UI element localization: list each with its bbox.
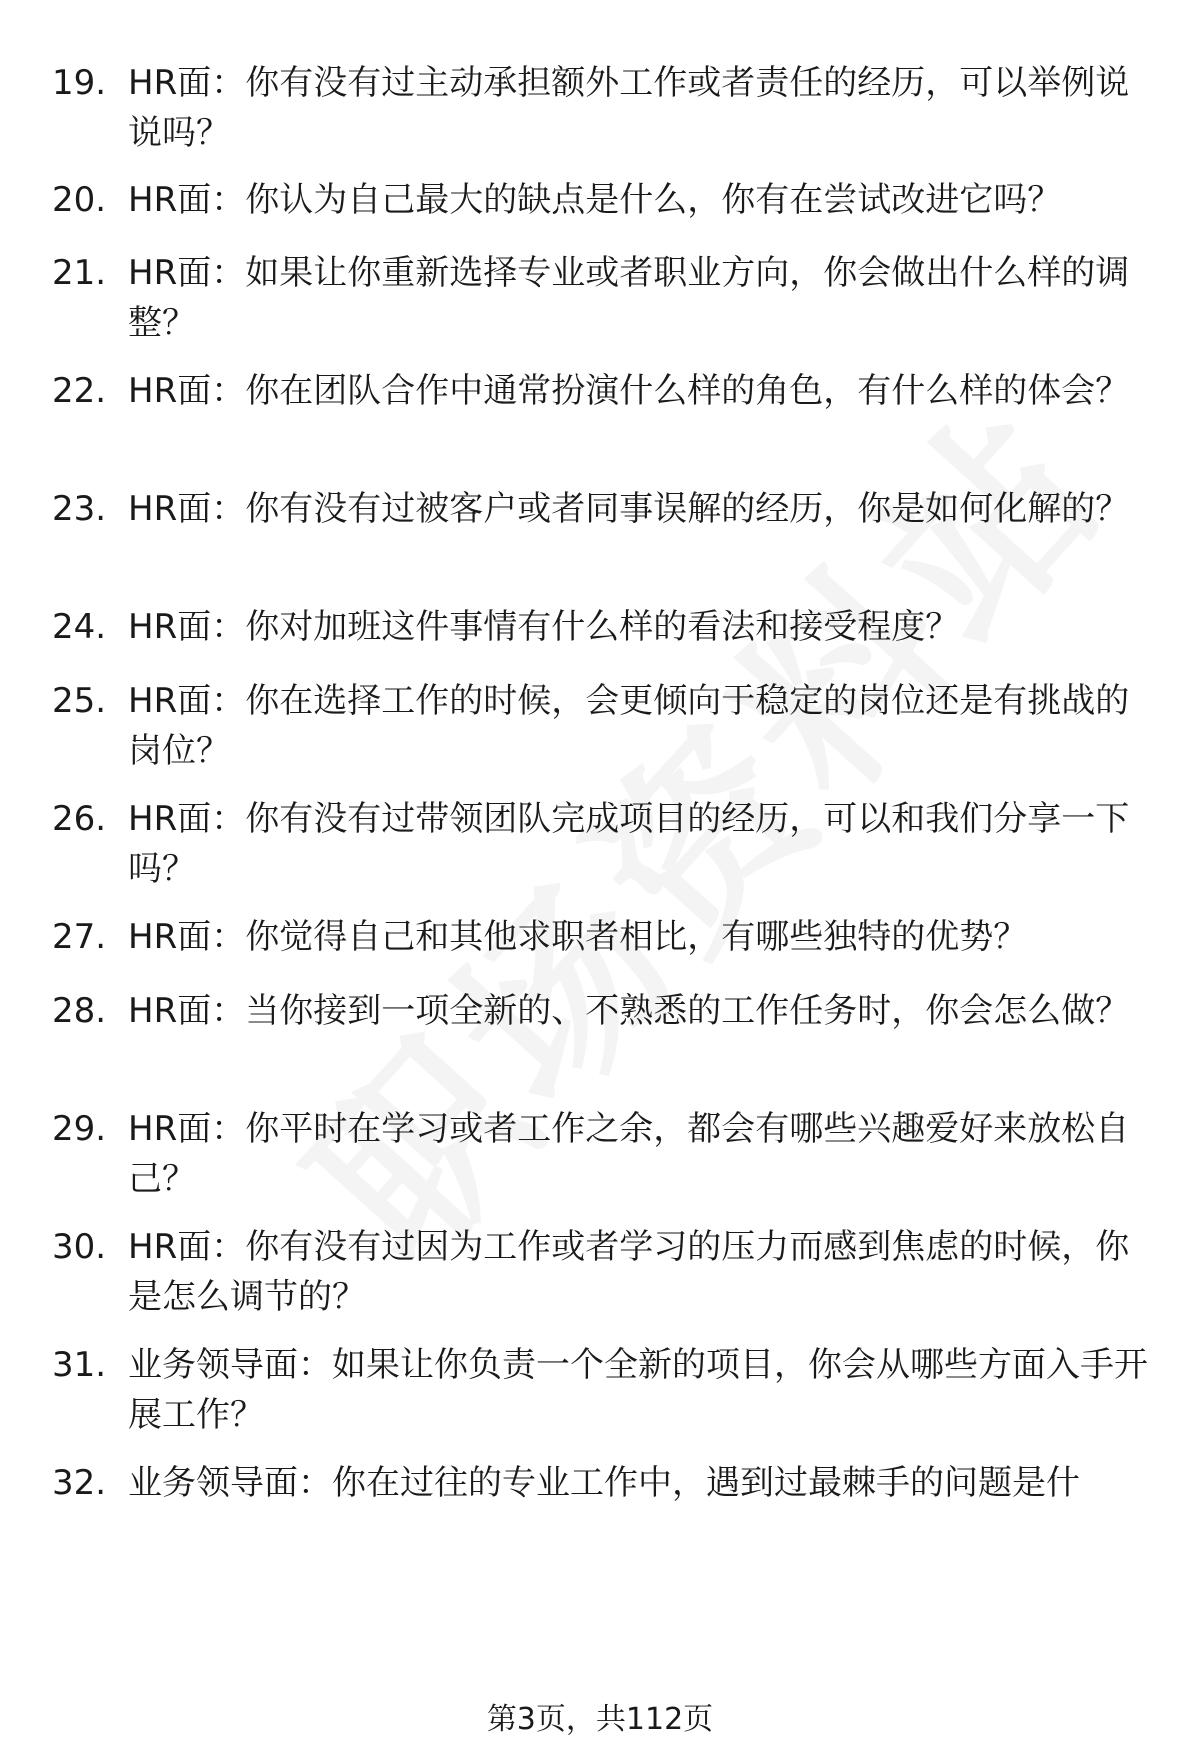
- question-number: 20.: [52, 180, 107, 220]
- question-number: 31.: [52, 1345, 107, 1385]
- question-number: 32.: [52, 1463, 107, 1503]
- question-number: 23.: [52, 489, 107, 529]
- question-text: HR面：你对加班这件事情有什么样的看法和接受程度？: [128, 607, 960, 647]
- question-number: 26.: [52, 799, 107, 839]
- question-number: 28.: [52, 991, 107, 1031]
- question-number: 29.: [52, 1109, 107, 1149]
- question-text: HR面：你有没有过被客户或者同事误解的经历，你是如何化解的？: [128, 489, 1130, 529]
- question-number: 24.: [52, 607, 107, 647]
- question-number: 19.: [52, 63, 107, 103]
- question-text: HR面：你有没有过主动承担额外工作或者责任的经历，可以举例说说吗？: [128, 63, 1130, 153]
- question-text: 业务领导面：你在过往的专业工作中，遇到过最棘手的问题是什: [128, 1463, 1080, 1503]
- question-text: HR面：你平时在学习或者工作之余，都会有哪些兴趣爱好来放松自己？: [128, 1109, 1130, 1199]
- question-number: 22.: [52, 371, 107, 411]
- question-number: 27.: [52, 917, 107, 957]
- page-footer: 第3页，共112页: [486, 1702, 714, 1737]
- question-number: 25.: [52, 681, 107, 721]
- question-number: 30.: [52, 1227, 107, 1267]
- question-text: HR面：你有没有过带领团队完成项目的经历，可以和我们分享一下吗？: [128, 799, 1130, 889]
- question-text: HR面：你认为自己最大的缺点是什么，你有在尝试改进它吗？: [128, 180, 1062, 220]
- question-text: HR面：你觉得自己和其他求职者相比，有哪些独特的优势？: [128, 917, 1028, 957]
- question-text: HR面：你在团队合作中通常扮演什么样的角色，有什么样的体会？: [128, 371, 1130, 411]
- question-text: HR面：当你接到一项全新的、不熟悉的工作任务时，你会怎么做？: [128, 991, 1130, 1031]
- question-text: HR面：如果让你重新选择专业或者职业方向，你会做出什么样的调整？: [128, 253, 1130, 343]
- question-text: HR面：你有没有过因为工作或者学习的压力而感到焦虑的时候，你是怎么调节的？: [128, 1227, 1130, 1317]
- question-text: 业务领导面：如果让你负责一个全新的项目，你会从哪些方面入手开展工作？: [128, 1345, 1148, 1435]
- question-text: HR面：你在选择工作的时候，会更倾向于稳定的岗位还是有挑战的岗位？: [128, 681, 1130, 771]
- question-number: 21.: [52, 253, 107, 293]
